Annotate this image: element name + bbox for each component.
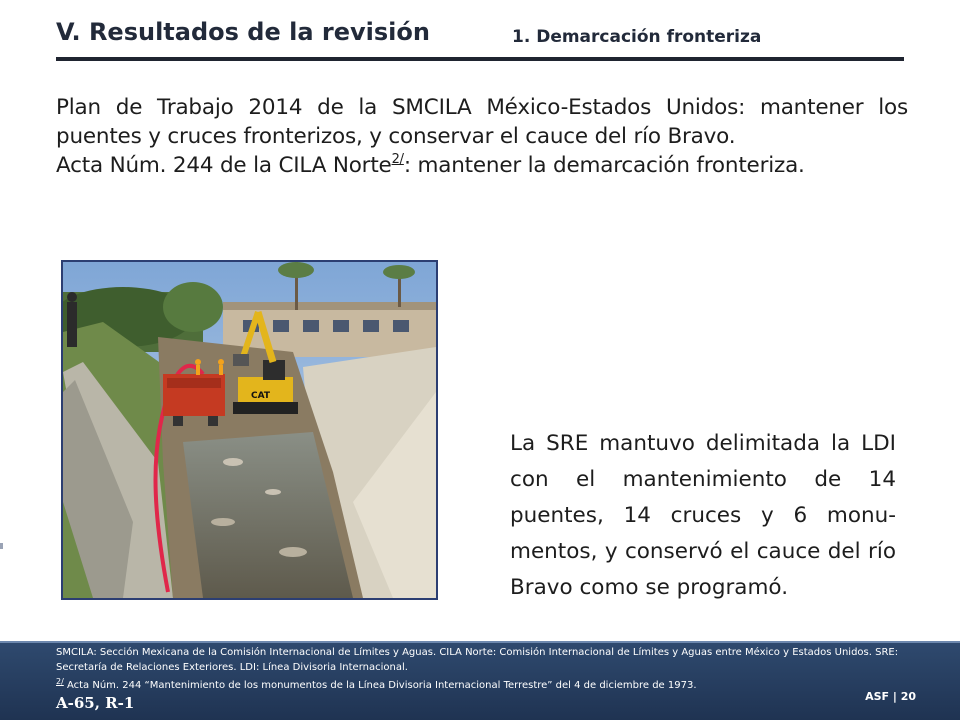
intro-footnote-mark: 2/ — [391, 152, 404, 167]
footnote-2-text: Acta Núm. 244 “Mantenimiento de los monumentos de la Línea Divisoria Internacional Terrestre” del 4 de diciembre de 1973. — [63, 680, 697, 691]
footnote-2-mark: 2/ — [56, 677, 64, 686]
footer-band — [0, 641, 960, 720]
slide-subtitle: 1. Demarcación fronteriza — [512, 27, 762, 47]
canal-excavation-photo — [61, 260, 438, 600]
intro-line-2 — [56, 151, 908, 180]
intro-line-2-end: : mantener la demarcación fronteriza. — [403, 153, 805, 178]
footnote-abbreviations: SMCILA: Sección Mexicana de la Comisión Internacional de Límites y Aguas. CILA Norte: Comisión Internacional de Límites y Aguas entre México y Estados Unidos. SRE: Secretaría de Relaciones Exteriores. LDI: Línea Divisoria Internacional. — [56, 647, 899, 673]
page-number: ASF | 20 — [865, 690, 916, 703]
edge-marker — [0, 543, 3, 549]
audit-reference: A-65, R-1 — [56, 694, 135, 712]
slide-title: V. Resultados de la revisión — [56, 18, 430, 46]
intro-line-2-start: Acta Núm. 244 de la CILA Norte — [56, 153, 392, 178]
intro-line-1: Plan de Trabajo 2014 de la SMCILA México-Estados Unidos: mantener los puentes y cruces fronterizos, y conservar el cauce del río Bravo. — [56, 95, 908, 149]
footer-divider — [0, 641, 960, 643]
photo-illustration — [63, 262, 436, 598]
machine-brand-label: CAT — [251, 391, 271, 401]
summary-text: La SRE mantuvo delimitada la LDI con el mantenimiento de 14 puentes, 14 cruces y 6 monu-mentos, y conservó el cauce del río Bravo como se programó. — [510, 431, 896, 600]
title-divider — [56, 57, 904, 61]
intro-text — [56, 93, 908, 180]
footnote-2 — [56, 678, 916, 693]
